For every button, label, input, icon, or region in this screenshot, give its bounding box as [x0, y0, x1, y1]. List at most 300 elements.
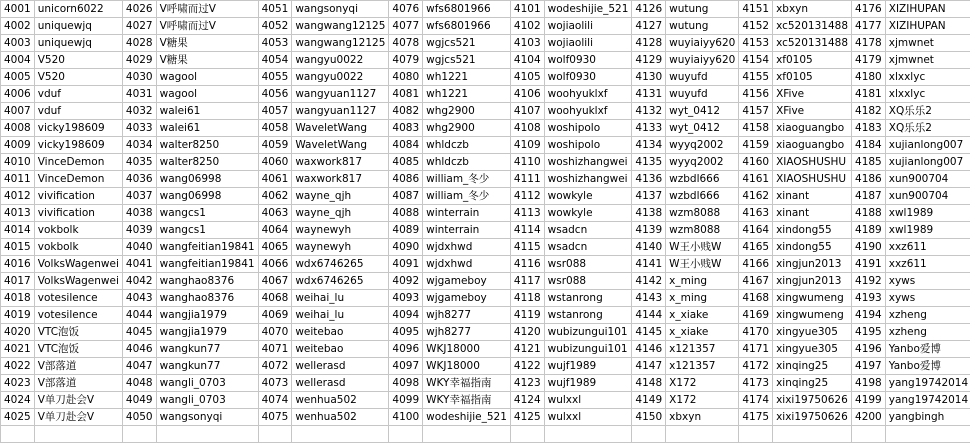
username-cell[interactable]: whldczb: [423, 154, 511, 171]
username-cell[interactable]: xlxxlyc: [885, 69, 970, 86]
id-cell[interactable]: 4041: [122, 256, 156, 273]
username-cell[interactable]: whg2900: [423, 120, 511, 137]
username-cell[interactable]: vduf: [34, 86, 122, 103]
username-cell[interactable]: V糖果: [156, 35, 258, 52]
id-cell[interactable]: 4164: [739, 222, 773, 239]
id-cell[interactable]: 4105: [510, 69, 544, 86]
username-cell[interactable]: weitebao: [292, 324, 389, 341]
id-cell[interactable]: 4001: [1, 1, 35, 18]
id-cell[interactable]: 4126: [632, 1, 666, 18]
id-cell[interactable]: 4057: [258, 103, 292, 120]
id-cell[interactable]: 4122: [510, 358, 544, 375]
id-cell[interactable]: 4087: [389, 188, 423, 205]
id-cell[interactable]: 4174: [739, 392, 773, 409]
username-cell[interactable]: xingyue305: [773, 324, 852, 341]
id-cell[interactable]: 4166: [739, 256, 773, 273]
username-cell[interactable]: yang19742014: [885, 375, 970, 392]
id-cell[interactable]: [510, 426, 544, 443]
username-cell[interactable]: xzheng: [885, 307, 970, 324]
id-cell[interactable]: 4198: [852, 375, 886, 392]
username-cell[interactable]: xf0105: [773, 52, 852, 69]
id-cell[interactable]: 4102: [510, 18, 544, 35]
username-cell[interactable]: waynewyh: [292, 239, 389, 256]
id-cell[interactable]: 4132: [632, 103, 666, 120]
id-cell[interactable]: 4006: [1, 86, 35, 103]
id-cell[interactable]: 4199: [852, 392, 886, 409]
username-cell[interactable]: xbxyn: [666, 409, 739, 426]
id-cell[interactable]: 4172: [739, 358, 773, 375]
id-cell[interactable]: 4168: [739, 290, 773, 307]
id-cell[interactable]: 4021: [1, 341, 35, 358]
id-cell[interactable]: 4077: [389, 18, 423, 35]
username-cell[interactable]: xxz611: [885, 239, 970, 256]
username-cell[interactable]: walter8250: [156, 137, 258, 154]
username-cell[interactable]: wulxxl: [544, 392, 632, 409]
id-cell[interactable]: [389, 426, 423, 443]
id-cell[interactable]: 4091: [389, 256, 423, 273]
id-cell[interactable]: 4192: [852, 273, 886, 290]
username-cell[interactable]: VTC泡饭: [34, 341, 122, 358]
id-cell[interactable]: 4103: [510, 35, 544, 52]
username-cell[interactable]: xinqing25: [773, 375, 852, 392]
id-cell[interactable]: 4019: [1, 307, 35, 324]
id-cell[interactable]: [852, 426, 886, 443]
username-cell[interactable]: vivification: [34, 188, 122, 205]
username-cell[interactable]: XIAOSHUSHU: [773, 154, 852, 171]
username-cell[interactable]: wojiaolili: [544, 18, 632, 35]
username-cell[interactable]: wangkun77: [156, 358, 258, 375]
username-cell[interactable]: [423, 426, 511, 443]
id-cell[interactable]: 4160: [739, 154, 773, 171]
id-cell[interactable]: 4144: [632, 307, 666, 324]
id-cell[interactable]: 4120: [510, 324, 544, 341]
id-cell[interactable]: [1, 426, 35, 443]
username-cell[interactable]: wjdxhwd: [423, 239, 511, 256]
id-cell[interactable]: 4167: [739, 273, 773, 290]
username-cell[interactable]: wangyuan1127: [292, 86, 389, 103]
id-cell[interactable]: 4047: [122, 358, 156, 375]
id-cell[interactable]: 4178: [852, 35, 886, 52]
username-cell[interactable]: wjgameboy: [423, 273, 511, 290]
username-cell[interactable]: wangfeitian19841: [156, 239, 258, 256]
id-cell[interactable]: 4196: [852, 341, 886, 358]
username-cell[interactable]: wujf1989: [544, 375, 632, 392]
username-cell[interactable]: wyyq2002: [666, 154, 739, 171]
username-cell[interactable]: V部落道: [34, 375, 122, 392]
username-cell[interactable]: xc520131488: [773, 35, 852, 52]
username-cell[interactable]: votesilence: [34, 307, 122, 324]
id-cell[interactable]: 4008: [1, 120, 35, 137]
id-cell[interactable]: 4063: [258, 205, 292, 222]
username-cell[interactable]: wujf1989: [544, 358, 632, 375]
id-cell[interactable]: 4086: [389, 171, 423, 188]
username-cell[interactable]: VinceDemon: [34, 171, 122, 188]
id-cell[interactable]: 4194: [852, 307, 886, 324]
username-cell[interactable]: walei61: [156, 120, 258, 137]
id-cell[interactable]: 4099: [389, 392, 423, 409]
id-cell[interactable]: 4143: [632, 290, 666, 307]
username-cell[interactable]: woshizhangwei: [544, 154, 632, 171]
username-cell[interactable]: xyws: [885, 273, 970, 290]
username-cell[interactable]: wyt_0412: [666, 120, 739, 137]
username-cell[interactable]: wangyu0022: [292, 69, 389, 86]
id-cell[interactable]: 4200: [852, 409, 886, 426]
id-cell[interactable]: 4030: [122, 69, 156, 86]
id-cell[interactable]: 4147: [632, 358, 666, 375]
id-cell[interactable]: 4179: [852, 52, 886, 69]
id-cell[interactable]: 4157: [739, 103, 773, 120]
id-cell[interactable]: 4088: [389, 205, 423, 222]
id-cell[interactable]: 4003: [1, 35, 35, 52]
username-cell[interactable]: vicky198609: [34, 120, 122, 137]
username-cell[interactable]: [292, 426, 389, 443]
username-cell[interactable]: XFive: [773, 86, 852, 103]
id-cell[interactable]: 4009: [1, 137, 35, 154]
username-cell[interactable]: WaveletWang: [292, 137, 389, 154]
username-cell[interactable]: xwl1989: [885, 205, 970, 222]
id-cell[interactable]: 4015: [1, 239, 35, 256]
username-cell[interactable]: XFive: [773, 103, 852, 120]
username-cell[interactable]: vivification: [34, 205, 122, 222]
username-cell[interactable]: xwl1989: [885, 222, 970, 239]
id-cell[interactable]: 4176: [852, 1, 886, 18]
username-cell[interactable]: xixi19750626: [773, 392, 852, 409]
id-cell[interactable]: 4033: [122, 120, 156, 137]
id-cell[interactable]: 4104: [510, 52, 544, 69]
username-cell[interactable]: wzm8088: [666, 205, 739, 222]
username-cell[interactable]: wodeshijie_521: [423, 409, 511, 426]
username-cell[interactable]: V呼啸而过V: [156, 1, 258, 18]
id-cell[interactable]: 4112: [510, 188, 544, 205]
username-cell[interactable]: wagool: [156, 86, 258, 103]
id-cell[interactable]: 4014: [1, 222, 35, 239]
id-cell[interactable]: 4108: [510, 120, 544, 137]
username-cell[interactable]: wenhua502: [292, 392, 389, 409]
username-cell[interactable]: xiaoguangbo: [773, 137, 852, 154]
id-cell[interactable]: 4197: [852, 358, 886, 375]
id-cell[interactable]: 4123: [510, 375, 544, 392]
id-cell[interactable]: 4156: [739, 86, 773, 103]
id-cell[interactable]: 4022: [1, 358, 35, 375]
username-cell[interactable]: wsr088: [544, 256, 632, 273]
id-cell[interactable]: 4187: [852, 188, 886, 205]
id-cell[interactable]: 4142: [632, 273, 666, 290]
id-cell[interactable]: 4054: [258, 52, 292, 69]
username-cell[interactable]: xf0105: [773, 69, 852, 86]
username-cell[interactable]: wubizungui101: [544, 324, 632, 341]
username-cell[interactable]: XIZIHUPAN: [885, 18, 970, 35]
id-cell[interactable]: 4152: [739, 18, 773, 35]
id-cell[interactable]: 4159: [739, 137, 773, 154]
id-cell[interactable]: 4073: [258, 375, 292, 392]
username-cell[interactable]: william_冬少: [423, 171, 511, 188]
id-cell[interactable]: 4042: [122, 273, 156, 290]
username-cell[interactable]: xiaoguangbo: [773, 120, 852, 137]
username-cell[interactable]: weihai_lu: [292, 290, 389, 307]
username-cell[interactable]: wutung: [666, 18, 739, 35]
username-cell[interactable]: wubizungui101: [544, 341, 632, 358]
username-cell[interactable]: xingwumeng: [773, 290, 852, 307]
id-cell[interactable]: 4055: [258, 69, 292, 86]
id-cell[interactable]: 4066: [258, 256, 292, 273]
id-cell[interactable]: 4061: [258, 171, 292, 188]
username-cell[interactable]: wojiaolili: [544, 35, 632, 52]
username-cell[interactable]: wang06998: [156, 188, 258, 205]
id-cell[interactable]: 4138: [632, 205, 666, 222]
username-cell[interactable]: waynewyh: [292, 222, 389, 239]
username-cell[interactable]: walter8250: [156, 154, 258, 171]
id-cell[interactable]: 4116: [510, 256, 544, 273]
id-cell[interactable]: 4083: [389, 120, 423, 137]
id-cell[interactable]: 4173: [739, 375, 773, 392]
id-cell[interactable]: 4165: [739, 239, 773, 256]
username-cell[interactable]: VTC泡饭: [34, 324, 122, 341]
id-cell[interactable]: 4163: [739, 205, 773, 222]
username-cell[interactable]: V520: [34, 52, 122, 69]
id-cell[interactable]: 4184: [852, 137, 886, 154]
username-cell[interactable]: XQ乐乐2: [885, 103, 970, 120]
username-cell[interactable]: wang06998: [156, 171, 258, 188]
username-cell[interactable]: wanghao8376: [156, 273, 258, 290]
username-cell[interactable]: xindong55: [773, 222, 852, 239]
id-cell[interactable]: 4013: [1, 205, 35, 222]
username-cell[interactable]: woshipolo: [544, 120, 632, 137]
id-cell[interactable]: 4027: [122, 18, 156, 35]
id-cell[interactable]: 4135: [632, 154, 666, 171]
username-cell[interactable]: xjmwnet: [885, 35, 970, 52]
username-cell[interactable]: wsadcn: [544, 222, 632, 239]
username-cell[interactable]: WaveletWang: [292, 120, 389, 137]
username-cell[interactable]: [666, 426, 739, 443]
id-cell[interactable]: 4074: [258, 392, 292, 409]
username-cell[interactable]: william_冬少: [423, 188, 511, 205]
id-cell[interactable]: 4140: [632, 239, 666, 256]
id-cell[interactable]: 4051: [258, 1, 292, 18]
username-cell[interactable]: woohyuklxf: [544, 86, 632, 103]
username-cell[interactable]: XIAOSHUSHU: [773, 171, 852, 188]
username-cell[interactable]: wh1221: [423, 69, 511, 86]
username-cell[interactable]: weitebao: [292, 341, 389, 358]
username-cell[interactable]: wstanrong: [544, 307, 632, 324]
username-cell[interactable]: Yanbo爱博: [885, 341, 970, 358]
username-cell[interactable]: wzbdl666: [666, 171, 739, 188]
username-cell[interactable]: WKY幸福指南: [423, 375, 511, 392]
username-cell[interactable]: V呼啸而过V: [156, 18, 258, 35]
id-cell[interactable]: 4148: [632, 375, 666, 392]
username-cell[interactable]: xlxxlyc: [885, 86, 970, 103]
username-cell[interactable]: wenhua502: [292, 409, 389, 426]
username-cell[interactable]: wangyuan1127: [292, 103, 389, 120]
id-cell[interactable]: 4092: [389, 273, 423, 290]
username-cell[interactable]: yang19742014: [885, 392, 970, 409]
username-cell[interactable]: wangcs1: [156, 222, 258, 239]
id-cell[interactable]: 4133: [632, 120, 666, 137]
username-cell[interactable]: wangjia1979: [156, 324, 258, 341]
id-cell[interactable]: 4044: [122, 307, 156, 324]
id-cell[interactable]: 4154: [739, 52, 773, 69]
username-cell[interactable]: wangli_0703: [156, 375, 258, 392]
id-cell[interactable]: 4010: [1, 154, 35, 171]
id-cell[interactable]: 4072: [258, 358, 292, 375]
username-cell[interactable]: xingwumeng: [773, 307, 852, 324]
id-cell[interactable]: 4129: [632, 52, 666, 69]
id-cell[interactable]: 4078: [389, 35, 423, 52]
username-cell[interactable]: votesilence: [34, 290, 122, 307]
username-cell[interactable]: XIZIHUPAN: [885, 1, 970, 18]
id-cell[interactable]: 4067: [258, 273, 292, 290]
id-cell[interactable]: 4028: [122, 35, 156, 52]
username-cell[interactable]: wdx6746265: [292, 256, 389, 273]
username-cell[interactable]: wangwang12125: [292, 35, 389, 52]
id-cell[interactable]: 4052: [258, 18, 292, 35]
username-cell[interactable]: wgjcs521: [423, 35, 511, 52]
username-cell[interactable]: wstanrong: [544, 290, 632, 307]
id-cell[interactable]: 4085: [389, 154, 423, 171]
id-cell[interactable]: 4114: [510, 222, 544, 239]
username-cell[interactable]: WKJ18000: [423, 358, 511, 375]
id-cell[interactable]: 4038: [122, 205, 156, 222]
id-cell[interactable]: 4162: [739, 188, 773, 205]
username-cell[interactable]: V糖果: [156, 52, 258, 69]
id-cell[interactable]: 4065: [258, 239, 292, 256]
id-cell[interactable]: 4189: [852, 222, 886, 239]
username-cell[interactable]: xinant: [773, 188, 852, 205]
id-cell[interactable]: 4058: [258, 120, 292, 137]
username-cell[interactable]: unicorn6022: [34, 1, 122, 18]
id-cell[interactable]: 4109: [510, 137, 544, 154]
username-cell[interactable]: X172: [666, 392, 739, 409]
username-cell[interactable]: wangsonyqi: [292, 1, 389, 18]
username-cell[interactable]: x_xiake: [666, 307, 739, 324]
username-cell[interactable]: wgjcs521: [423, 52, 511, 69]
id-cell[interactable]: 4031: [122, 86, 156, 103]
username-cell[interactable]: xingyue305: [773, 341, 852, 358]
id-cell[interactable]: 4125: [510, 409, 544, 426]
username-cell[interactable]: winterrain: [423, 205, 511, 222]
id-cell[interactable]: 4186: [852, 171, 886, 188]
username-cell[interactable]: wuyufd: [666, 69, 739, 86]
id-cell[interactable]: 4060: [258, 154, 292, 171]
id-cell[interactable]: 4106: [510, 86, 544, 103]
id-cell[interactable]: 4101: [510, 1, 544, 18]
id-cell[interactable]: 4119: [510, 307, 544, 324]
id-cell[interactable]: 4177: [852, 18, 886, 35]
username-cell[interactable]: wsr088: [544, 273, 632, 290]
username-cell[interactable]: VinceDemon: [34, 154, 122, 171]
id-cell[interactable]: 4127: [632, 18, 666, 35]
username-cell[interactable]: yangbingh: [885, 409, 970, 426]
id-cell[interactable]: 4007: [1, 103, 35, 120]
id-cell[interactable]: 4016: [1, 256, 35, 273]
username-cell[interactable]: wjh8277: [423, 307, 511, 324]
id-cell[interactable]: 4017: [1, 273, 35, 290]
username-cell[interactable]: wanghao8376: [156, 290, 258, 307]
id-cell[interactable]: 4090: [389, 239, 423, 256]
id-cell[interactable]: 4113: [510, 205, 544, 222]
id-cell[interactable]: 4182: [852, 103, 886, 120]
username-cell[interactable]: wjgameboy: [423, 290, 511, 307]
id-cell[interactable]: 4096: [389, 341, 423, 358]
username-cell[interactable]: weihai_lu: [292, 307, 389, 324]
username-cell[interactable]: wellerasd: [292, 358, 389, 375]
username-cell[interactable]: waxwork817: [292, 154, 389, 171]
id-cell[interactable]: 4089: [389, 222, 423, 239]
username-cell[interactable]: xinqing25: [773, 358, 852, 375]
username-cell[interactable]: wutung: [666, 1, 739, 18]
id-cell[interactable]: 4081: [389, 86, 423, 103]
username-cell[interactable]: x121357: [666, 341, 739, 358]
username-cell[interactable]: X172: [666, 375, 739, 392]
username-cell[interactable]: wowkyle: [544, 205, 632, 222]
id-cell[interactable]: 4025: [1, 409, 35, 426]
id-cell[interactable]: 4053: [258, 35, 292, 52]
username-cell[interactable]: wzbdl666: [666, 188, 739, 205]
username-cell[interactable]: wfs6801966: [423, 18, 511, 35]
id-cell[interactable]: [739, 426, 773, 443]
id-cell[interactable]: 4130: [632, 69, 666, 86]
id-cell[interactable]: 4037: [122, 188, 156, 205]
id-cell[interactable]: 4032: [122, 103, 156, 120]
username-cell[interactable]: wayne_qjh: [292, 205, 389, 222]
username-cell[interactable]: xujianlong007: [885, 154, 970, 171]
username-cell[interactable]: x_xiake: [666, 324, 739, 341]
username-cell[interactable]: uniquewjq: [34, 18, 122, 35]
username-cell[interactable]: wdx6746265: [292, 273, 389, 290]
username-cell[interactable]: wzm8088: [666, 222, 739, 239]
username-cell[interactable]: wfs6801966: [423, 1, 511, 18]
id-cell[interactable]: 4012: [1, 188, 35, 205]
id-cell[interactable]: 4094: [389, 307, 423, 324]
id-cell[interactable]: 4071: [258, 341, 292, 358]
id-cell[interactable]: 4134: [632, 137, 666, 154]
username-cell[interactable]: vduf: [34, 103, 122, 120]
username-cell[interactable]: WKY幸福指南: [423, 392, 511, 409]
id-cell[interactable]: 4185: [852, 154, 886, 171]
id-cell[interactable]: 4110: [510, 154, 544, 171]
id-cell[interactable]: 4107: [510, 103, 544, 120]
username-cell[interactable]: [34, 426, 122, 443]
id-cell[interactable]: 4193: [852, 290, 886, 307]
username-cell[interactable]: waxwork817: [292, 171, 389, 188]
username-cell[interactable]: xun900704: [885, 188, 970, 205]
username-cell[interactable]: wjh8277: [423, 324, 511, 341]
username-cell[interactable]: wyyq2002: [666, 137, 739, 154]
username-cell[interactable]: vicky198609: [34, 137, 122, 154]
id-cell[interactable]: 4161: [739, 171, 773, 188]
id-cell[interactable]: 4076: [389, 1, 423, 18]
id-cell[interactable]: 4169: [739, 307, 773, 324]
id-cell[interactable]: 4095: [389, 324, 423, 341]
id-cell[interactable]: 4004: [1, 52, 35, 69]
id-cell[interactable]: 4039: [122, 222, 156, 239]
username-cell[interactable]: wyt_0412: [666, 103, 739, 120]
id-cell[interactable]: 4158: [739, 120, 773, 137]
username-cell[interactable]: V单刀赴会V: [34, 392, 122, 409]
id-cell[interactable]: 4117: [510, 273, 544, 290]
username-cell[interactable]: wuyufd: [666, 86, 739, 103]
username-cell[interactable]: wangcs1: [156, 205, 258, 222]
username-cell[interactable]: V部落道: [34, 358, 122, 375]
username-cell[interactable]: wulxxl: [544, 409, 632, 426]
id-cell[interactable]: 4043: [122, 290, 156, 307]
username-cell[interactable]: V520: [34, 69, 122, 86]
id-cell[interactable]: 4118: [510, 290, 544, 307]
id-cell[interactable]: 4045: [122, 324, 156, 341]
id-cell[interactable]: 4097: [389, 358, 423, 375]
username-cell[interactable]: wuyiaiyy620: [666, 35, 739, 52]
id-cell[interactable]: 4075: [258, 409, 292, 426]
id-cell[interactable]: 4153: [739, 35, 773, 52]
